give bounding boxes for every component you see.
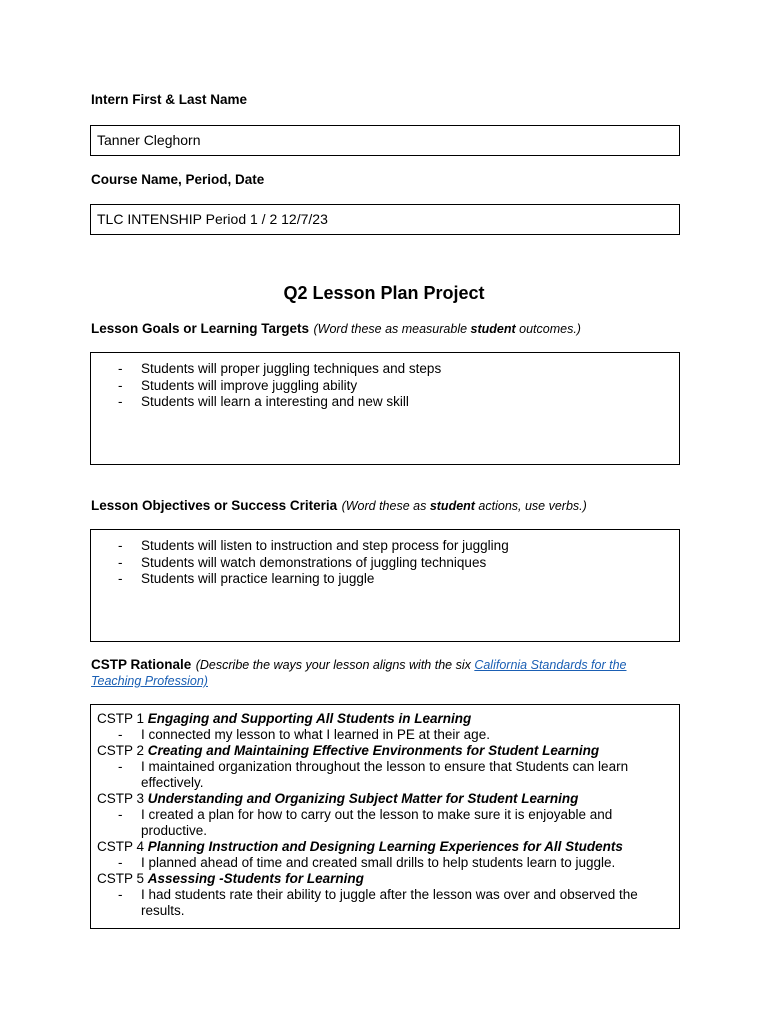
cstp-title: Understanding and Organizing Subject Matter for Student Learning (147, 791, 579, 806)
goals-hint: (Word these as measurable student outcomes.) (313, 322, 581, 336)
cstp-code: CSTP 4 (97, 839, 145, 854)
list-item: - Students will learn a interesting and new skill (91, 394, 679, 411)
cstp-3 (97, 791, 679, 839)
cstp-response: - I created a plan for how to carry out the lesson to make sure it is enjoyable and productive. (97, 807, 679, 839)
objectives-heading (91, 497, 587, 515)
list-item: - Students will practice learning to juggle (91, 571, 679, 588)
cstp-4 (97, 839, 679, 871)
cstp-title: Planning Instruction and Designing Learning Experiences for All Students (147, 839, 623, 854)
cstp-response: - I had students rate their ability to juggle after the lesson was over and observed the results. (97, 887, 679, 919)
cstp-code: CSTP 3 (97, 791, 145, 806)
cstp-hint: (Describe the ways your lesson aligns with the six (195, 658, 475, 672)
list-item: - Students will watch demonstrations of juggling techniques (91, 555, 679, 572)
cstp-5 (97, 871, 679, 919)
cstp-title: Creating and Maintaining Effective Environments for Student Learning (147, 743, 600, 758)
list-item: - Students will improve juggling ability (91, 378, 679, 395)
intern-name-label: Intern First & Last Name (91, 92, 248, 107)
cstp-response: - I planned ahead of time and created small drills to help students learn to juggle. (97, 855, 679, 871)
page-title: Q2 Lesson Plan Project (283, 283, 485, 303)
objectives-list (91, 538, 679, 588)
list-item: - Students will proper juggling techniques and steps (91, 361, 679, 378)
objectives-label: Lesson Objectives or Success Criteria (91, 498, 338, 513)
cstp-code: CSTP 1 (97, 711, 145, 726)
cstp-2 (97, 743, 679, 791)
goals-list (91, 361, 679, 411)
cstp-heading (91, 657, 651, 689)
cstp-title: Assessing -Students for Learning (147, 871, 364, 886)
objectives-hint: (Word these as student actions, use verbs.) (341, 499, 587, 513)
course-label: Course Name, Period, Date (91, 172, 265, 187)
objectives-box[interactable] (90, 529, 680, 642)
cstp-code: CSTP 5 (97, 871, 145, 886)
cstp-label: CSTP Rationale (91, 657, 192, 672)
intern-name-field[interactable]: Tanner Cleghorn (90, 125, 680, 156)
cstp-response: - I maintained organization throughout the lesson to ensure that Students can learn effectively. (97, 759, 679, 791)
goals-heading (91, 320, 581, 338)
cstp-response: - I connected my lesson to what I learned in PE at their age. (97, 727, 679, 743)
list-item: - Students will listen to instruction and step process for juggling (91, 538, 679, 555)
cstp-title: Engaging and Supporting All Students in Learning (147, 711, 472, 726)
cstp-code: CSTP 2 (97, 743, 145, 758)
goals-box[interactable] (90, 352, 680, 465)
cstp-box[interactable] (90, 704, 680, 929)
cstp-1 (97, 711, 679, 743)
course-field[interactable]: TLC INTENSHIP Period 1 / 2 12/7/23 (90, 204, 680, 235)
cstp-standards-link-cont[interactable]: Teaching Profession) (91, 674, 208, 688)
goals-label: Lesson Goals or Learning Targets (91, 321, 310, 336)
cstp-standards-link[interactable]: California Standards for the (474, 658, 627, 672)
